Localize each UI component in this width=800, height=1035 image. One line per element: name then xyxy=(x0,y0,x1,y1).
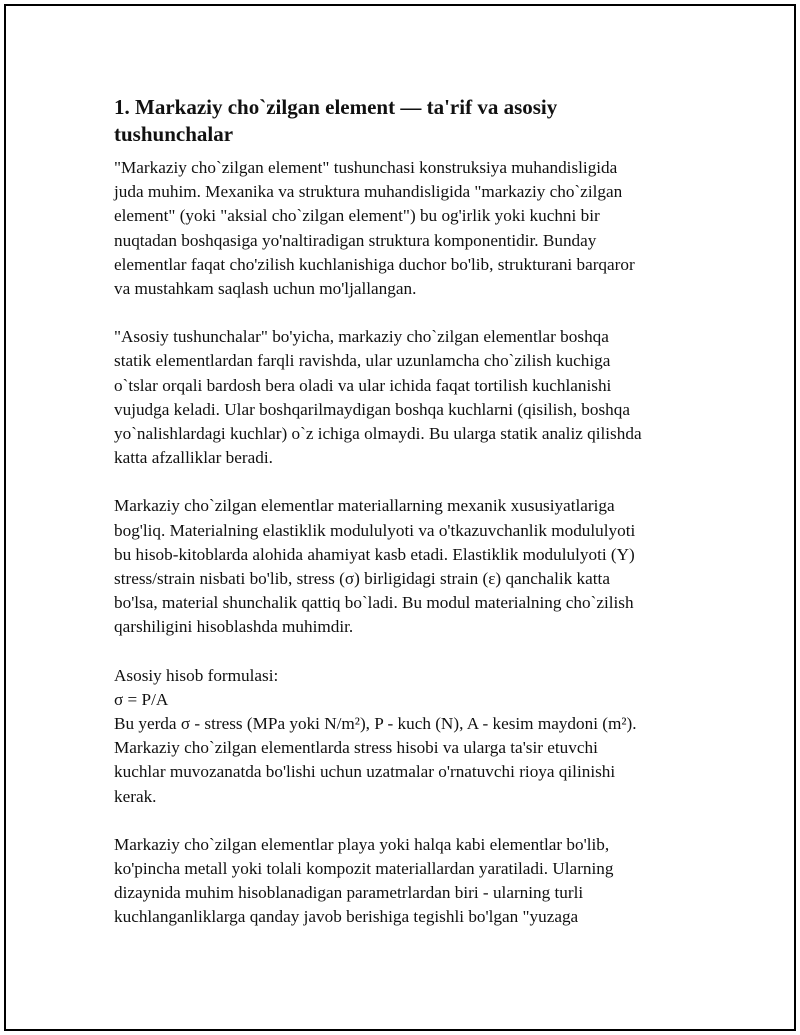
text-line: Asosiy hisob formulasi: xyxy=(114,665,279,685)
text-line: Markaziy cho`zilgan elementlar playa yoki halqa kabi elementlar bo'lib, xyxy=(114,834,610,854)
text-line: kuchlanganliklarga qanday javob berishiga tegishli bo'lgan "yuzaga xyxy=(114,907,579,927)
text-line: kuchlar muvozanatda bo'lishi uchun uzatmalar o'rnatuvchi rioya qilinishi xyxy=(114,762,616,782)
text-line: juda muhim. Mexanika va struktura muhandisligida "markaziy cho`zilgan xyxy=(114,182,623,202)
text-line: kerak. xyxy=(114,786,157,806)
text-line: vujudga keladi. Ular boshqarilmaydigan boshqa kuchlarni (qisilish, boshqa xyxy=(114,399,631,419)
text-line: o`tslar orqali bardosh bera oladi va ular ichida faqat tortilish kuchlanishi xyxy=(114,375,612,395)
text-line: ko'pincha metall yoki tolali kompozit materiallardan yaratiladi. Ularning xyxy=(114,859,614,879)
text-line: bog'liq. Materialning elastiklik modululyoti va o'tkazuvchanlik modululyoti xyxy=(114,520,636,540)
paragraph-basic-concepts xyxy=(114,325,694,470)
text-line: katta afzalliklar beradi. xyxy=(114,448,273,468)
text-line: yo`nalishlardagi kuchlar) o`z ichiga olmaydi. Bu ularga statik analiz qilishda xyxy=(114,424,642,444)
text-line: "Asosiy tushunchalar" bo'yicha, markaziy cho`zilgan elementlar boshqa xyxy=(114,327,609,347)
section-title xyxy=(114,94,694,148)
text-line: statik elementlardan farqli ravishda, ular uzunlamcha cho`zilish kuchiga xyxy=(114,351,611,371)
text-line: Bu yerda σ - stress (MPa yoki N/m²), P - kuch (N), A - kesim maydoni (m²). xyxy=(114,714,637,734)
text-line: stress/strain nisbati bo'lib, stress (σ) birligidagi strain (ε) qanchalik katta xyxy=(114,569,610,589)
text-line: Markaziy cho`zilgan elementlarda stress hisobi va ularga ta'sir etuvchi xyxy=(114,738,598,758)
paragraph-materials xyxy=(114,833,694,930)
paragraph-formula xyxy=(114,664,694,809)
paragraph-material-properties xyxy=(114,494,694,639)
text-line: bo'lsa, material shunchalik qattiq bo`ladi. Bu modul materialning cho`zilish xyxy=(114,593,634,613)
text-line: elementlar faqat cho'zilish kuchlanishiga duchor bo'lib, strukturani barqaror xyxy=(114,254,635,274)
paragraph-definition xyxy=(114,156,694,301)
formula-line: σ = P/A xyxy=(114,689,169,709)
text-line: qarshiligini hisoblashda muhimdir. xyxy=(114,617,354,637)
text-line: Markaziy cho`zilgan elementlar materiallarning mexanik xususiyatlariga xyxy=(114,496,615,516)
document-body xyxy=(114,94,694,954)
text-line: nuqtadan boshqasiga yo'naltiradigan struktura komponentidir. Bunday xyxy=(114,230,597,250)
text-line: bu hisob-kitoblarda alohida ahamiyat kasb etadi. Elastiklik modululyoti (Y) xyxy=(114,544,635,564)
text-line: element" (yoki "aksial cho`zilgan element") bu og'irlik yoki kuchni bir xyxy=(114,206,600,226)
title-line: 1. Markaziy cho`zilgan element — ta'rif va asosiy xyxy=(114,95,558,119)
text-line: "Markaziy cho`zilgan element" tushunchasi konstruksiya muhandisligida xyxy=(114,158,618,177)
text-line: va mustahkam saqlash uchun mo'ljallangan. xyxy=(114,279,417,299)
title-line: tushunchalar xyxy=(114,122,234,146)
text-line: dizaynida muhim hisoblanadigan parametrlardan biri - ularning turli xyxy=(114,883,584,903)
